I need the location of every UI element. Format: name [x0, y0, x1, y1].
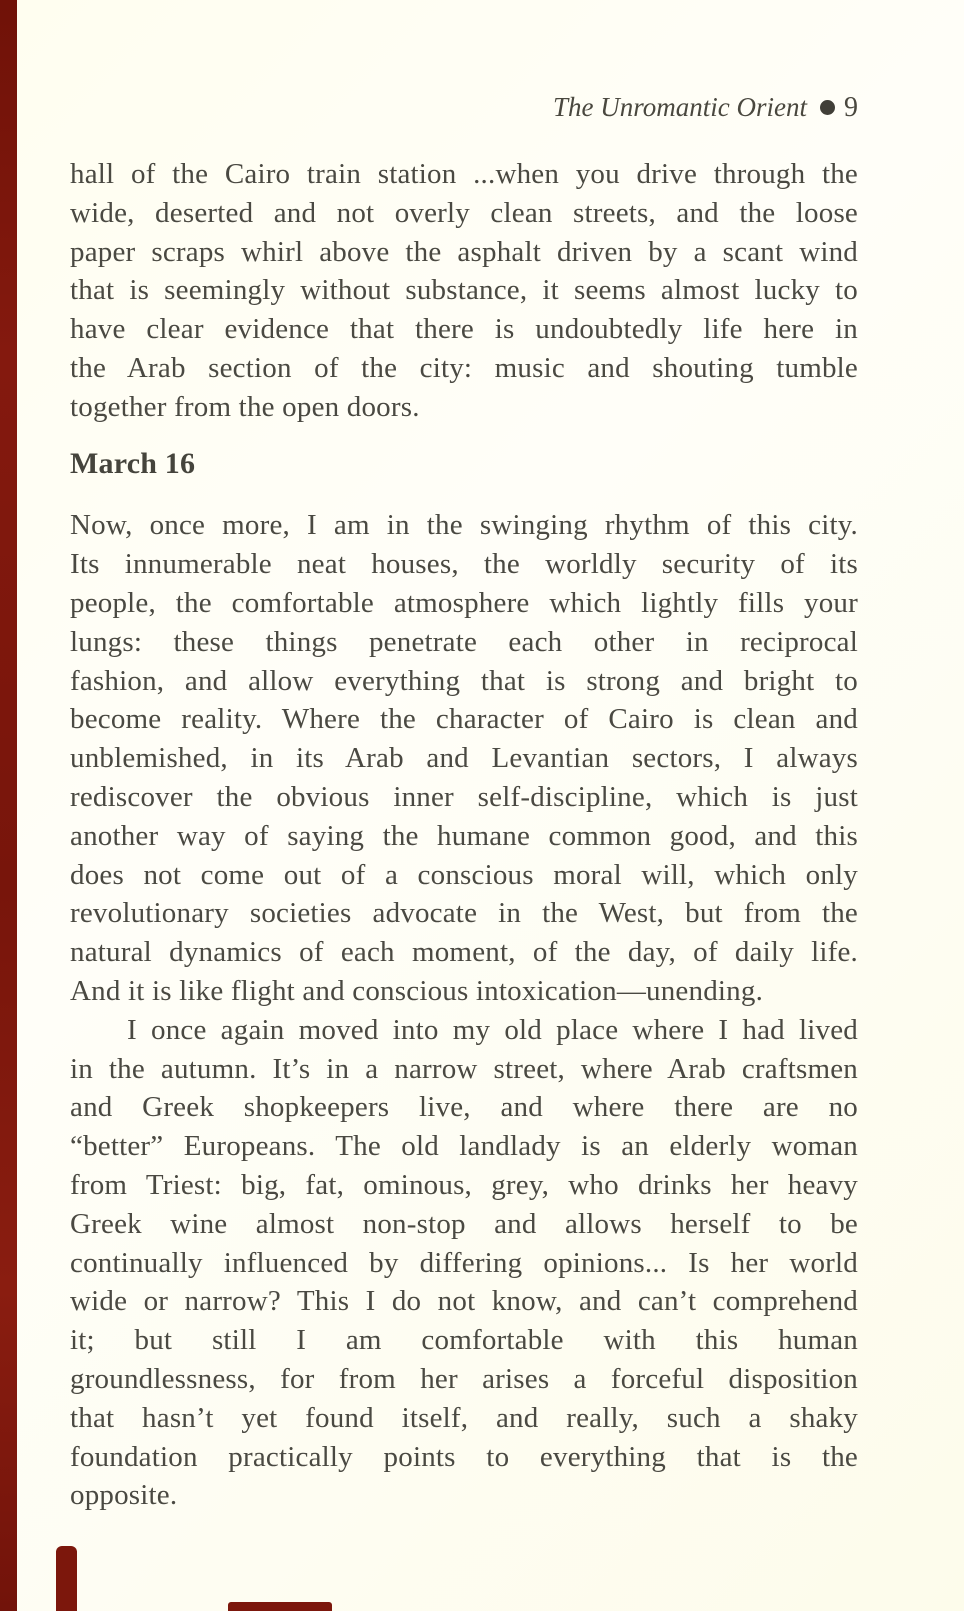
text-line: natural dynamics of each moment, of the day, of daily life.: [70, 936, 858, 969]
text-line: and Greek shopkeepers live, and where there are no: [70, 1091, 858, 1124]
text-line: in the autumn. It’s in a narrow street, where Arab craftsmen: [70, 1052, 858, 1085]
text-line: foundation practically points to everything that is the: [70, 1440, 858, 1473]
text-line: “better” Europeans. The old landlady is an elderly woman: [70, 1130, 858, 1163]
scan-artifact-bottom-left: [56, 1546, 77, 1611]
text-line: another way of saying the humane common good, and this: [70, 819, 858, 852]
paragraph: [70, 155, 858, 427]
page-number: 9: [844, 92, 858, 123]
text-line: revolutionary societies advocate in the West, but from the: [70, 897, 858, 930]
text-line: wide, deserted and not overly clean streets, and the loose: [70, 196, 858, 229]
section-heading: March 16: [70, 446, 196, 480]
book-title: The Unromantic Orient: [553, 92, 807, 122]
text-line: opposite.: [70, 1479, 178, 1512]
text-line: unblemished, in its Arab and Levantian sectors, I always: [70, 742, 858, 775]
running-header: [553, 90, 858, 125]
text-line: fashion, and allow everything that is strong and bright to: [70, 664, 858, 697]
text-line: does not come out of a conscious moral will, which only: [70, 858, 858, 891]
paragraph: [70, 506, 858, 1010]
text-line: people, the comfortable atmosphere which lightly fills your: [70, 586, 858, 619]
paragraph: [70, 1011, 858, 1515]
text-line: the Arab section of the city: music and shouting tumble: [70, 351, 858, 384]
text-line: And it is like flight and conscious intoxication—unending.: [70, 974, 764, 1007]
text-line: Now, once more, I am in the swinging rhythm of this city.: [70, 509, 858, 542]
text-line: it; but still I am comfortable with this human: [70, 1324, 858, 1357]
text-line: paper scraps whirl above the asphalt driven by a scant wind: [70, 235, 858, 268]
text-line: I once again moved into my old place where I had lived: [127, 1013, 858, 1046]
text-line: that is seemingly without substance, it seems almost lucky to: [70, 274, 858, 307]
text-line: have clear evidence that there is undoubtedly life here in: [70, 313, 858, 346]
text-line: together from the open doors.: [70, 390, 420, 423]
scan-artifact-bottom-edge: [228, 1602, 332, 1611]
text-line: hall of the Cairo train station ...when you drive through the: [70, 158, 858, 190]
text-line: groundlessness, for from her arises a forceful disposition: [70, 1362, 858, 1395]
book-binding-strip: [0, 0, 17, 1611]
text-line: Greek wine almost non-stop and allows herself to be: [70, 1207, 858, 1240]
text-line: from Triest: big, fat, ominous, grey, who drinks her heavy: [70, 1168, 858, 1201]
text-line: lungs: these things penetrate each other in reciprocal: [70, 625, 858, 658]
text-line: become reality. Where the character of Cairo is clean and: [70, 703, 858, 736]
page-content: [70, 155, 858, 1515]
text-line: continually influenced by differing opinions... Is her world: [70, 1246, 858, 1279]
text-line: that hasn’t yet found itself, and really, such a shaky: [70, 1401, 858, 1434]
text-line: Its innumerable neat houses, the worldly security of its: [70, 548, 858, 581]
text-line: wide or narrow? This I do not know, and can’t comprehend: [70, 1285, 858, 1318]
bullet-separator-icon: [820, 100, 835, 115]
text-line: rediscover the obvious inner self-discipline, which is just: [70, 780, 858, 813]
